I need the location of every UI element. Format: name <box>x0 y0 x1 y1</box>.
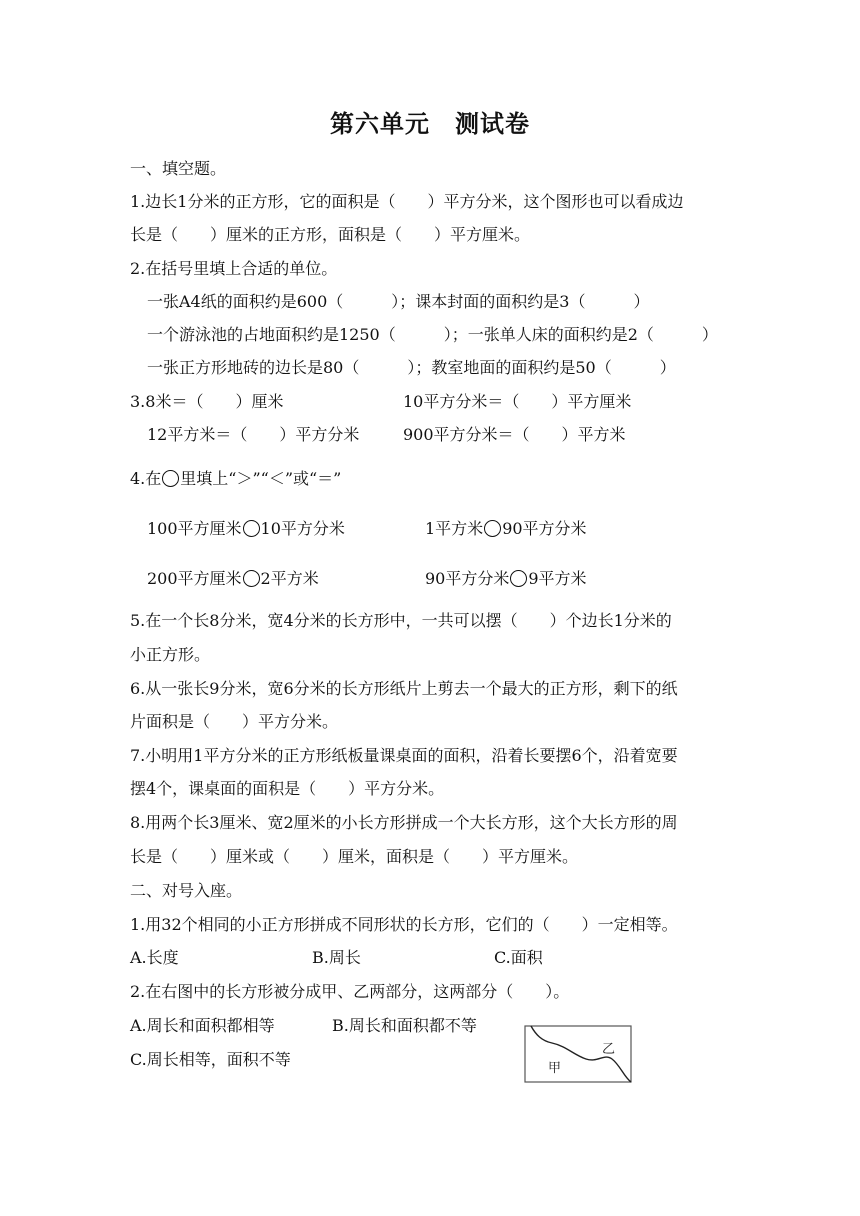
compare-right: 2平方米 <box>260 569 319 588</box>
figure-label-jia: 甲 <box>548 1061 562 1076</box>
compare-left: 100平方厘米 <box>147 519 242 538</box>
section1-heading: 一、填空题。 <box>130 159 227 178</box>
q3-item-b2: 900平方分米＝（ ）平方米 <box>403 425 626 444</box>
circle-icon <box>510 570 527 587</box>
figure-rectangle <box>525 1026 631 1082</box>
q4-compare-2 <box>425 519 587 539</box>
q4-compare-4 <box>425 569 587 589</box>
q4-heading-post: 里填上“＞”“＜”或“＝” <box>180 469 342 488</box>
q8-line2: 长是（ ）厘米或（ ）厘米，面积是（ ）平方厘米。 <box>130 847 579 866</box>
q3-item-a2: 10平方分米＝（ ）平方厘米 <box>403 392 632 411</box>
q5-line1: 5.在一个长8分米，宽4分米的长方形中，一共可以摆（ ）个边长1分米的 <box>130 611 672 630</box>
mc-q1-option-a: A.长度 <box>130 948 179 967</box>
divided-rectangle-figure <box>524 1025 632 1083</box>
circle-icon <box>243 520 260 537</box>
figure-label-yi: 乙 <box>602 1042 616 1057</box>
compare-left: 90平方分米 <box>425 569 510 588</box>
circle-icon <box>243 570 260 587</box>
q4-compare-3 <box>147 569 319 589</box>
q8-line1: 8.用两个长3厘米、宽2厘米的小长方形拼成一个大长方形，这个大长方形的周 <box>130 813 678 832</box>
compare-left: 200平方厘米 <box>147 569 242 588</box>
q4-heading-pre: 4.在 <box>130 469 162 488</box>
q6-line1: 6.从一张长9分米，宽6分米的长方形纸片上剪去一个最大的正方形，剩下的纸 <box>130 679 678 698</box>
compare-left: 1平方米 <box>425 519 484 538</box>
compare-right: 10平方分米 <box>260 519 345 538</box>
mc-q2: 2.在右图中的长方形被分成甲、乙两部分，这两部分（ ）。 <box>130 982 570 1001</box>
section2-heading: 二、对号入座。 <box>130 881 243 900</box>
page-title: 第六单元 测试卷 <box>330 110 530 138</box>
q2-item-b: 一个游泳池的占地面积约是1250（ ）；一张单人床的面积约是2（ ） <box>147 325 718 344</box>
compare-right: 90平方分米 <box>502 519 587 538</box>
q1-line1: 1.边长1分米的正方形，它的面积是（ ）平方分米，这个图形也可以看成边 <box>130 192 684 211</box>
q7-line2: 摆4个，课桌面的面积是（ ）平方分米。 <box>130 779 445 798</box>
mc-q1-option-b: B.周长 <box>312 948 361 967</box>
mc-q1: 1.用32个相同的小正方形拼成不同形状的长方形，它们的（ ）一定相等。 <box>130 915 678 934</box>
compare-right: 9平方米 <box>528 569 587 588</box>
q7-line1: 7.小明用1平方分米的正方形纸板量课桌面的面积，沿着长要摆6个，沿着宽要 <box>130 746 678 765</box>
circle-icon <box>162 470 179 487</box>
figure-dividing-curve <box>531 1026 631 1082</box>
q5-line2: 小正方形。 <box>130 645 211 664</box>
q3-item-b1: 12平方米＝（ ）平方分米 <box>147 425 360 444</box>
q6-line2: 片面积是（ ）平方分米。 <box>130 712 339 731</box>
q2-item-a: 一张A4纸的面积约是600（ ）；课本封面的面积约是3（ ） <box>147 292 650 311</box>
mc-q1-option-c: C.面积 <box>494 948 543 967</box>
q4-compare-1 <box>147 519 345 539</box>
circle-icon <box>484 520 501 537</box>
q2-item-c: 一张正方形地砖的边长是80（ ）；教室地面的面积约是50（ ） <box>147 358 676 377</box>
q4-heading <box>130 469 341 489</box>
mc-q2-option-a: A.周长和面积都相等 <box>130 1016 275 1035</box>
q1-line2: 长是（ ）厘米的正方形，面积是（ ）平方厘米。 <box>130 225 531 244</box>
q2-heading: 2.在括号里填上合适的单位。 <box>130 259 338 278</box>
q3-item-a1: 3.8米＝（ ）厘米 <box>130 392 284 411</box>
mc-q2-option-c: C.周长相等，面积不等 <box>130 1050 291 1069</box>
mc-q2-option-b: B.周长和面积都不等 <box>332 1016 477 1035</box>
